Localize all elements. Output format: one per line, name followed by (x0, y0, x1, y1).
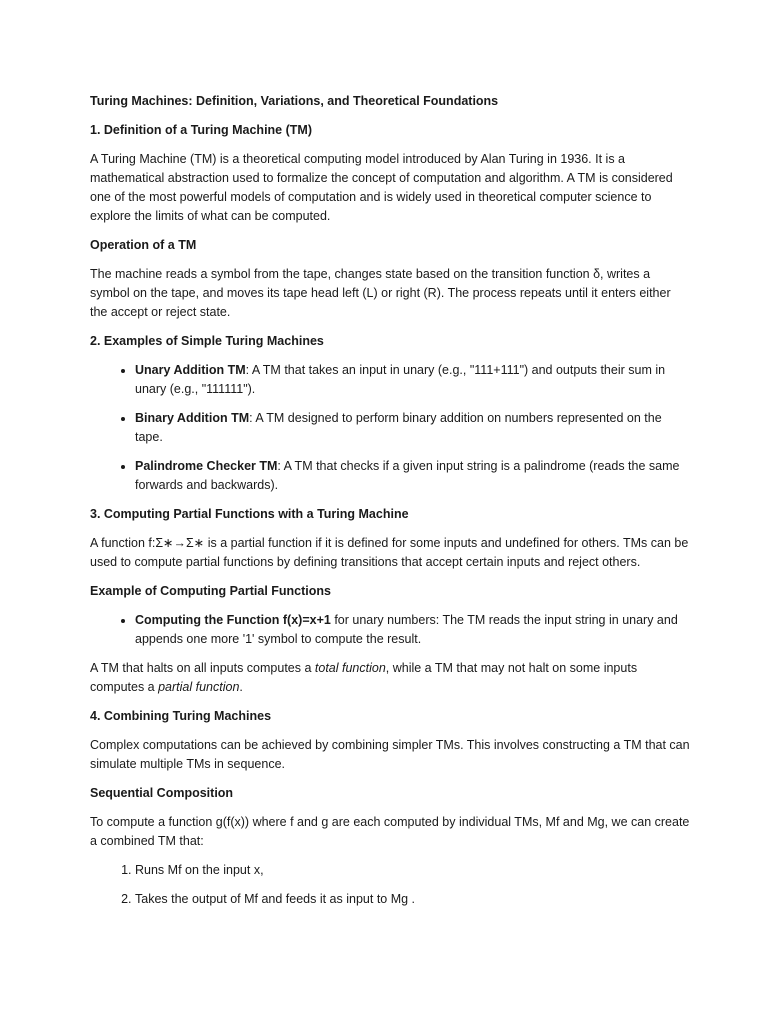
text-run: . (239, 680, 243, 694)
examples-list (90, 361, 690, 495)
list-item (135, 611, 690, 649)
list-item (135, 361, 690, 399)
section-2-heading: 2. Examples of Simple Turing Machines (90, 334, 324, 348)
document-page (90, 92, 690, 919)
section-4-heading: 4. Combining Turing Machines (90, 709, 272, 723)
item-text: for unary numbers: The TM reads the input string in unary and appends one more '1' symbol to compute the result. (135, 613, 678, 646)
list-item: 1. Runs Mf on the input x, (135, 861, 690, 880)
section-3-heading: 3. Computing Partial Functions with a Turing Machine (90, 507, 409, 521)
section-1-heading: 1. Definition of a Turing Machine (TM) (90, 123, 312, 137)
total-function-term: total function (314, 661, 386, 675)
item-text: : A TM designed to perform binary addition on numbers represented on the tape. (135, 411, 662, 444)
operation-paragraph: The machine reads a symbol from the tape, changes state based on the transition function δ, writes a symbol on the tape, and moves its tape head left (L) or right (R). The process repeats until it enters either the accept or reject state. (90, 267, 671, 319)
document-title: Turing Machines: Definition, Variations, and Theoretical Foundations (90, 94, 499, 108)
item-term: Computing the Function f(x)=x+1 (135, 613, 331, 627)
section-1-paragraph: A Turing Machine (TM) is a theoretical computing model introduced by Alan Turing in 1936. It is a mathematical abstraction used to formalize the concept of computation and algorithm. A TM is considered one of the most powerful models of computation and is widely used in theoretical computer science to explore the limits of what can be computed. (90, 152, 673, 223)
halting-paragraph (90, 659, 690, 697)
list-item (135, 457, 690, 495)
text-run: A TM that halts on all inputs computes a (90, 661, 315, 675)
example-heading: Example of Computing Partial Functions (90, 584, 331, 598)
operation-heading: Operation of a TM (90, 238, 197, 252)
item-term: Unary Addition TM (135, 363, 246, 377)
section-4-paragraph: Complex computations can be achieved by combining simpler TMs. This involves constructing a TM that can simulate multiple TMs in sequence. (90, 738, 690, 771)
item-term: Palindrome Checker TM (135, 459, 278, 473)
item-text: : A TM that checks if a given input string is a palindrome (reads the same forwards and backwards). (135, 459, 680, 492)
sequential-heading: Sequential Composition (90, 786, 234, 800)
partial-functions-list (90, 611, 690, 649)
item-text: : A TM that takes an input in unary (e.g., "111+111") and outputs their sum in unary (e.g., "111111"). (135, 363, 666, 396)
list-item (135, 409, 690, 447)
text-run: , while a TM that may not halt on some inputs computes a (90, 661, 638, 694)
steps-list (90, 861, 690, 909)
sequential-paragraph: To compute a function g(f(x)) where f and g are each computed by individual TMs, Mf and Mg, we can create a combined TM that: (90, 815, 690, 848)
partial-function-term: partial function (158, 680, 240, 694)
section-3-paragraph: A function f:Σ∗→Σ∗ is a partial function if it is defined for some inputs and undefined for others. TMs can be used to compute partial functions by defining transitions that accept certain inputs and reject others. (90, 536, 689, 569)
item-term: Binary Addition TM (135, 411, 250, 425)
list-item: 2. Takes the output of Mf and feeds it as input to Mg . (135, 890, 690, 909)
